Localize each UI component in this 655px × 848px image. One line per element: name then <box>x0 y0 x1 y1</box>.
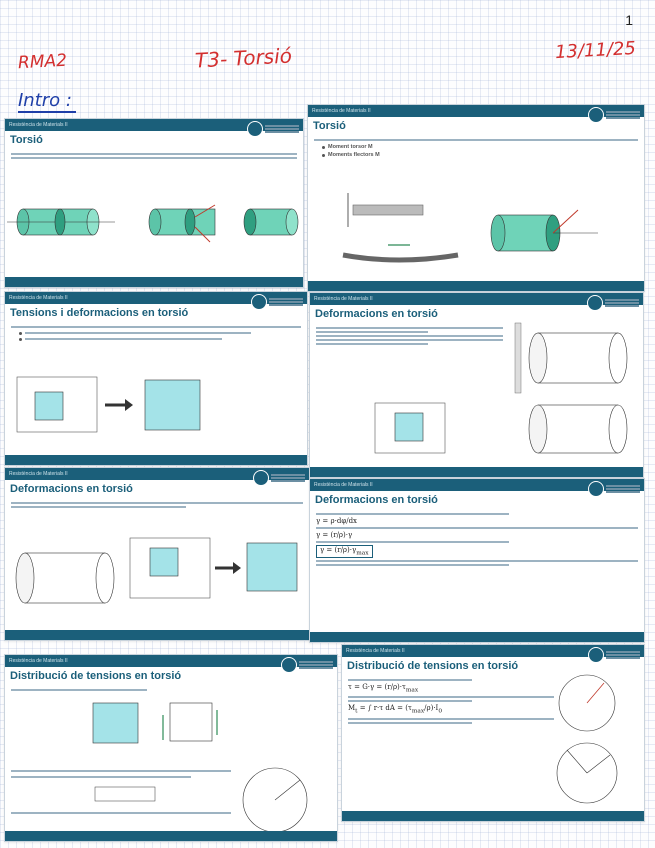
slide-title: Tensions i deformacions en torsió <box>10 307 189 319</box>
slide-body <box>11 324 301 342</box>
beam-and-cylinder-diagrams <box>308 165 644 285</box>
slide-torsio-intro <box>4 118 304 288</box>
twisted-shaft-diagrams <box>310 293 643 477</box>
slide-header: Resistència de Materials II <box>5 292 307 304</box>
handwritten-topic: T3- Torsió <box>194 43 293 73</box>
slide-header: Resistència de Materials II <box>310 293 643 305</box>
slide-footer <box>310 467 643 477</box>
cylinder-diagrams <box>5 167 303 277</box>
slide-footer <box>308 281 644 291</box>
slide-body: γ = ρ·dφ/dx γ = (r/ρ)·γ $\gamma = (r/\rho)\cdot\gamma_{max}$ <box>316 511 638 568</box>
university-logo <box>588 480 642 498</box>
slide-title: Distribució de tensions en torsió <box>347 660 519 672</box>
handwritten-date: 13/11/25 <box>554 37 637 64</box>
slide-body <box>11 500 303 510</box>
handwritten-intro-heading: Intro : <box>18 90 72 111</box>
university-logo <box>247 120 301 138</box>
shaft-cutaway-diagrams <box>5 518 309 638</box>
bullet-moment-torsor: Moment torsor M <box>322 143 638 151</box>
slide-tensions-deformacions <box>4 291 308 466</box>
university-logo <box>588 106 642 124</box>
university-logo <box>251 293 305 311</box>
bullet-moments-flectors: Moments flectors M <box>322 151 638 159</box>
slide-header: Resistència de Materials II <box>342 645 644 657</box>
slide-header: Resistència de Materials II <box>5 655 337 667</box>
slide-distribucio-tensions-1 <box>4 654 338 842</box>
slide-body: $\tau = G\cdot\gamma = (r/\rho)\cdot\tau_{max}$ $M_t$ = ∫ r·τ dA = $(\tau_{max}/\rho)\cdot I_0$ <box>348 677 554 726</box>
slide-footer <box>310 632 644 642</box>
slide-header: Resistència de Materials II <box>310 479 644 491</box>
cross-section-stress-diagrams <box>342 645 644 821</box>
slide-footer <box>5 277 303 287</box>
slide-body <box>11 151 297 161</box>
slide-deformacions-2 <box>4 467 310 641</box>
slide-header: Resistència de Materials II <box>308 105 644 117</box>
slide-title: Deformacions en torsió <box>315 494 438 506</box>
slide-title: Deformacions en torsió <box>10 483 133 495</box>
university-logo <box>253 469 307 487</box>
slide-footer <box>5 831 337 841</box>
slide-footer <box>5 630 309 640</box>
slide-header: Resistència de Materials II <box>5 468 309 480</box>
page-number: 1 <box>625 12 633 28</box>
slide-title: Distribució de tensions en torsió <box>10 670 182 682</box>
slide-torsio-moments <box>307 104 645 292</box>
slide-title: Deformacions en torsió <box>315 308 438 320</box>
slide-title: Torsió <box>10 134 43 146</box>
shaft-element-diagram <box>5 362 307 462</box>
slide-footer <box>5 455 307 465</box>
slide-deformacions-3 <box>309 478 645 643</box>
handwritten-subject: RMA2 <box>17 50 68 74</box>
shear-element-diagram <box>5 655 337 841</box>
slide-distribucio-tensions-2 <box>341 644 645 822</box>
slide-title: Torsió <box>313 120 346 132</box>
slide-deformacions-1 <box>309 292 644 478</box>
slide-footer <box>342 811 644 821</box>
slide-body <box>314 137 638 159</box>
slide-header: Resistència de Materials II <box>5 119 303 131</box>
